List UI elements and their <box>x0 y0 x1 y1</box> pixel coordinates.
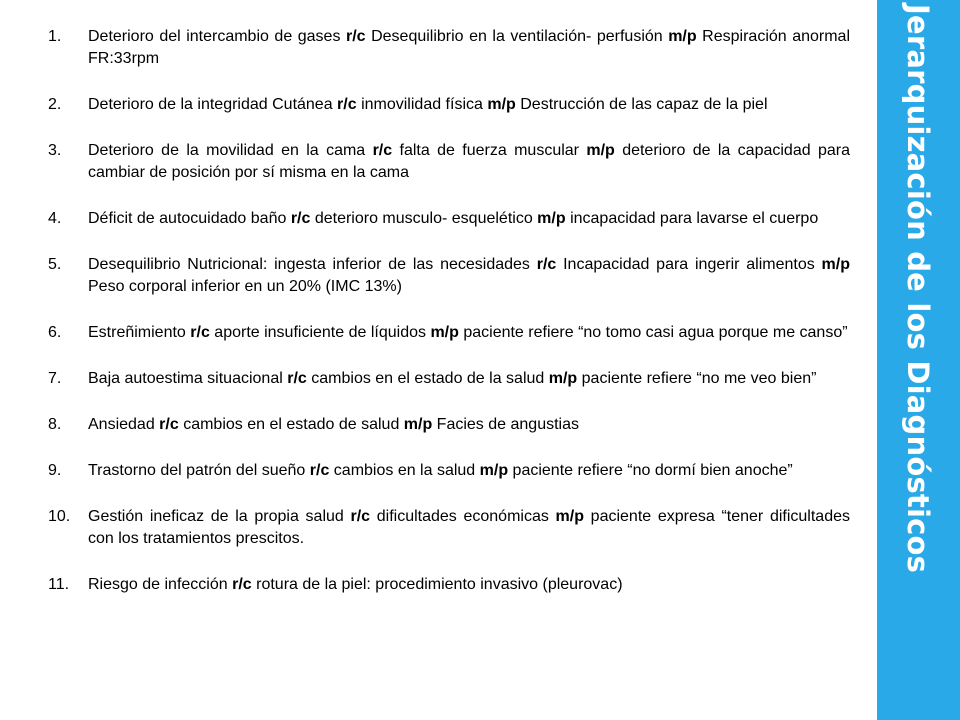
diagnosis-text-segment: Estreñimiento <box>88 324 191 341</box>
diagnosis-item <box>48 254 850 298</box>
diagnosis-text <box>88 324 848 341</box>
diagnosis-connector: r/c <box>337 96 357 113</box>
diagnosis-connector: r/c <box>536 256 557 273</box>
diagnosis-connector: m/p <box>668 28 697 45</box>
diagnosis-text-segment: Peso corporal inferior en un 20% (IMC 13%) <box>88 278 402 295</box>
diagnosis-connector: r/c <box>232 576 252 593</box>
diagnosis-text-segment: dificultades económicas <box>370 508 556 525</box>
diagnosis-connector: r/c <box>350 508 371 525</box>
diagnosis-item <box>48 574 850 596</box>
diagnosis-connector: r/c <box>309 462 330 479</box>
diagnosis-connector: r/c <box>190 324 210 341</box>
diagnosis-text-segment: inmovilidad física <box>356 96 488 113</box>
diagnosis-text-segment: paciente expresa “tener dificultades con los tratamientos prescitos. <box>88 508 850 547</box>
diagnosis-connector: r/c <box>345 28 366 45</box>
diagnosis-connector: m/p <box>555 508 584 525</box>
diagnosis-text-segment: Desequilibrio en la ventilación- perfusión <box>365 28 669 45</box>
diagnosis-text-segment: Déficit de autocuidado baño <box>88 210 291 227</box>
diagnosis-item <box>48 460 850 482</box>
diagnosis-text <box>88 462 793 479</box>
diagnosis-connector: r/c <box>159 416 179 433</box>
diagnosis-number: 2. <box>48 96 62 113</box>
diagnosis-item <box>48 94 850 116</box>
diagnosis-text-segment: deterioro de la capacidad para cambiar de posición por sí misma en la cama <box>88 142 851 181</box>
diagnosis-item <box>48 140 850 184</box>
diagnosis-text-segment: paciente refiere “no me veo bien” <box>577 370 817 387</box>
diagnosis-connector: m/p <box>479 462 509 479</box>
diagnosis-text-segment: incapacidad para lavarse el cuerpo <box>565 210 819 227</box>
diagnosis-number: 10. <box>48 508 71 525</box>
diagnosis-number: 5. <box>48 256 62 273</box>
diagnosis-connector: m/p <box>548 370 578 387</box>
diagnosis-number: 6. <box>48 324 62 341</box>
diagnosis-connector: r/c <box>287 370 307 387</box>
diagnosis-item <box>48 322 850 344</box>
diagnosis-connector: m/p <box>537 210 566 227</box>
diagnosis-text-segment: paciente refiere “no dormí bien anoche” <box>508 462 793 479</box>
diagnosis-text-segment: cambios en el estado de salud <box>178 416 404 433</box>
diagnosis-connector: m/p <box>821 256 850 273</box>
diagnosis-text-segment: Incapacidad para ingerir alimentos <box>556 256 822 273</box>
diagnosis-number: 1. <box>48 28 62 45</box>
diagnosis-content <box>48 26 850 596</box>
diagnosis-text-segment: Destrucción de las capaz de la piel <box>515 96 768 113</box>
diagnosis-text-segment: Baja autoestima situacional <box>88 370 288 387</box>
diagnosis-text-segment: Deterioro de la movilidad en la cama <box>88 142 373 159</box>
diagnosis-item <box>48 368 850 390</box>
diagnosis-text-segment: Ansiedad <box>88 416 160 433</box>
diagnosis-text-segment: cambios en la salud <box>329 462 480 479</box>
diagnosis-text <box>88 142 850 181</box>
diagnosis-text-segment: Desequilibrio Nutricional: ingesta inferior de las necesidades <box>88 256 537 273</box>
diagnosis-item <box>48 208 850 230</box>
diagnosis-text-segment: Facies de angustias <box>432 416 579 433</box>
diagnosis-connector: m/p <box>586 142 615 159</box>
diagnosis-number: 7. <box>48 370 62 387</box>
diagnosis-text-segment: aporte insuficiente de líquidos <box>209 324 431 341</box>
diagnosis-text-segment: cambios en el estado de la salud <box>306 370 549 387</box>
diagnosis-connector: r/c <box>372 142 393 159</box>
diagnosis-item <box>48 26 850 70</box>
diagnosis-text-segment: Deterioro de la integridad Cutánea <box>88 96 338 113</box>
diagnosis-text <box>88 256 850 295</box>
diagnosis-item <box>48 414 850 436</box>
diagnosis-text-segment: Trastorno del patrón del sueño <box>88 462 310 479</box>
diagnosis-list <box>48 26 850 596</box>
diagnosis-text-segment: Respiración anormal FR:33rpm <box>88 28 850 67</box>
diagnosis-text <box>88 96 768 113</box>
diagnosis-item <box>48 506 850 550</box>
diagnosis-connector: m/p <box>487 96 516 113</box>
diagnosis-text-segment: rotura de la piel: procedimiento invasivo (pleurovac) <box>251 576 623 593</box>
diagnosis-text <box>88 416 579 433</box>
diagnosis-number: 11. <box>48 576 70 593</box>
side-title: Jerarquización de los Diagnósticos <box>901 4 935 574</box>
diagnosis-text-segment: Riesgo de infección <box>88 576 233 593</box>
diagnosis-text <box>88 210 818 227</box>
diagnosis-text <box>88 508 850 547</box>
diagnosis-number: 9. <box>48 462 62 479</box>
diagnosis-connector: m/p <box>430 324 459 341</box>
diagnosis-text-segment: Deterioro del intercambio de gases <box>88 28 346 45</box>
diagnosis-number: 4. <box>48 210 62 227</box>
diagnosis-text <box>88 576 623 593</box>
diagnosis-number: 8. <box>48 416 62 433</box>
diagnosis-text <box>88 370 816 387</box>
diagnosis-text <box>88 28 850 67</box>
diagnosis-text-segment: paciente refiere “no tomo casi agua porque me canso” <box>458 324 848 341</box>
diagnosis-text-segment: deterioro musculo- esquelético <box>310 210 538 227</box>
diagnosis-text-segment: falta de fuerza muscular <box>392 142 587 159</box>
diagnosis-number: 3. <box>48 142 62 159</box>
diagnosis-connector: r/c <box>290 210 311 227</box>
diagnosis-text-segment: Gestión ineficaz de la propia salud <box>88 508 351 525</box>
diagnosis-connector: m/p <box>403 416 433 433</box>
